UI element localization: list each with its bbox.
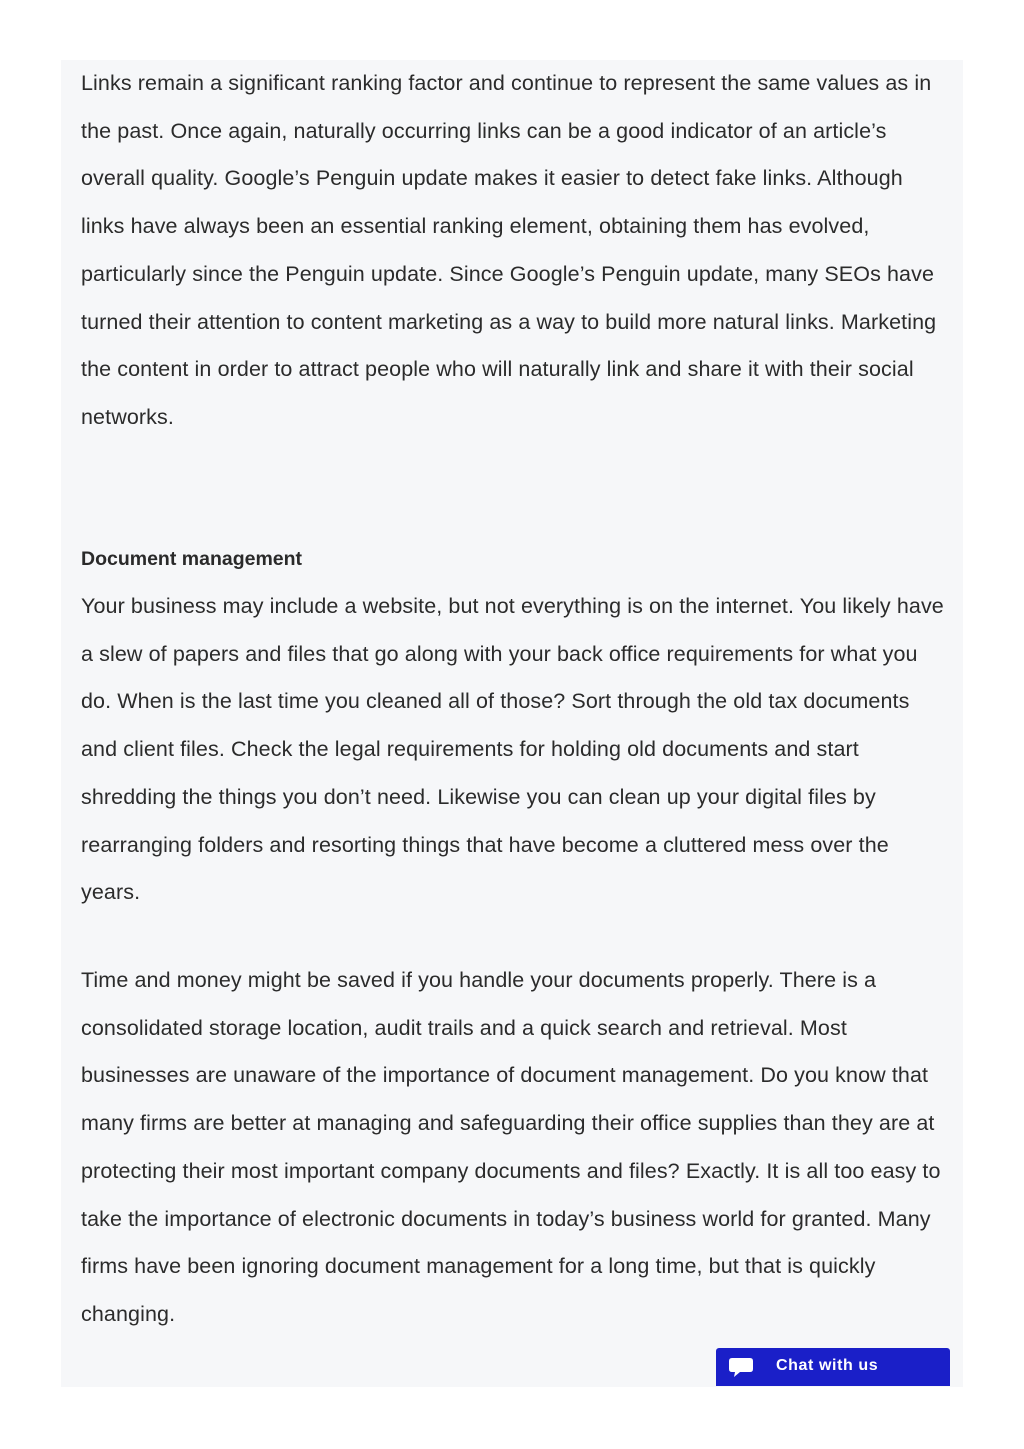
paragraph-business: Your business may include a website, but not everything is on the internet. You likely have a slew of papers and files that go along with your back office requirements for what you do. When is the last time you cleaned all of those? Sort through the old tax documents and client files. Check the legal requirements for holding old documents and start shredding the things you don’t need. Likewise you can clean up your digital files by rearranging folders and resorting things that have become a cluttered mess over the years. (81, 594, 944, 905)
chat-button-label: Chat with us (776, 1357, 879, 1374)
paragraph-time-money: Time and money might be saved if you handle your documents properly. There is a consolidated storage location, audit trails and a quick search and retrieval. Most businesses are unaware of the importance of document management. Do you know that many firms are better at managing and safeguarding their office supplies than they are at protecting their most important company documents and files? Exactly. It is all too easy to take the importance of electronic documents in today’s business world for granted. Many firms have been ignoring document management for a long time, but that is quickly changing. (81, 968, 941, 1326)
document-page (61, 60, 963, 1387)
chat-bubble-icon (728, 1355, 754, 1379)
paragraph-links: Links remain a significant ranking factor and continue to represent the same values as in the past. Once again, naturally occurring links can be a good indicator of an article’s overall quality. Google’s Penguin update makes it easier to detect fake links. Although links have always been an essential ranking element, obtaining them has evolved, particularly since the Penguin update. Since Google’s Penguin update, many SEOs have turned their attention to content marketing as a way to build more natural links. Marketing the content in order to attract people who will naturally link and share it with their social networks. (81, 71, 937, 429)
chat-with-us-button[interactable] (716, 1348, 950, 1386)
section-heading: Document management (81, 548, 303, 570)
